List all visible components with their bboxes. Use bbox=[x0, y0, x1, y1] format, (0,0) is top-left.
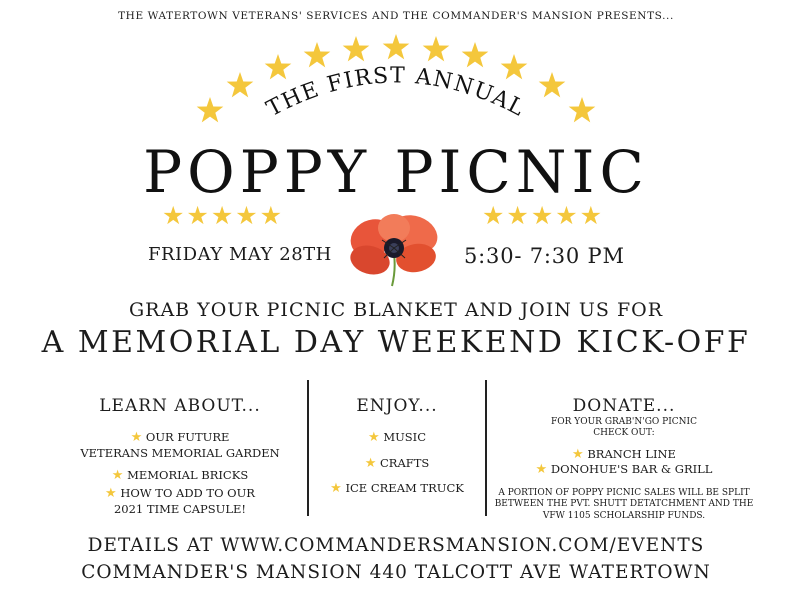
donate-intro-line: FOR YOUR GRAB'N'GO PICNIC bbox=[551, 417, 697, 427]
learn-item-bricks bbox=[60, 468, 300, 484]
headline: A MEMORIAL DAY WEEKEND KICK-OFF bbox=[41, 325, 751, 360]
learn-item-label: HOW TO ADD TO OUR bbox=[120, 486, 255, 500]
star-icon: ★ bbox=[535, 462, 548, 477]
star-icon: ★★★★★ bbox=[162, 201, 285, 230]
learn-item-garden bbox=[60, 430, 300, 461]
enjoy-item bbox=[312, 430, 482, 446]
donate-intro-line: CHECK OUT: bbox=[593, 428, 655, 439]
donate-note-line: A PORTION OF POPPY PICNIC SALES WILL BE SPLIT bbox=[498, 488, 750, 498]
star-icon: ★ bbox=[572, 447, 584, 462]
enjoy-item-label: CRAFTS bbox=[380, 456, 430, 470]
enjoy-item-label: ICE CREAM TRUCK bbox=[345, 481, 464, 495]
tagline: GRAB YOUR PICNIC BLANKET AND JOIN US FOR bbox=[128, 299, 664, 321]
donate-intro bbox=[490, 417, 758, 440]
star-arc bbox=[196, 34, 596, 139]
enjoy-item bbox=[312, 456, 482, 472]
donate-note-line: BETWEEN THE PVT. SHUTT DETATCHMENT AND THE bbox=[494, 499, 754, 510]
details-line: DETAILS AT WWW.COMMANDERSMANSION.COM/EVENTS bbox=[87, 535, 705, 556]
event-time: 5:30- 7:30 PM bbox=[464, 244, 625, 268]
poppy-flower-icon bbox=[342, 208, 446, 288]
donate-item bbox=[490, 462, 758, 478]
donate-heading: DONATE... bbox=[572, 396, 676, 416]
star-icon: ★ bbox=[364, 456, 377, 471]
learn-heading: LEARN ABOUT... bbox=[99, 396, 261, 416]
column-divider bbox=[485, 380, 487, 516]
donate-note bbox=[490, 488, 758, 522]
address-line: COMMANDER'S MANSION 440 TALCOTT AVE WATERTOWN bbox=[81, 562, 711, 583]
learn-item-capsule bbox=[60, 486, 300, 517]
presents-line: THE WATERTOWN VETERANS' SERVICES AND THE COMMANDER'S MANSION PRESENTS... bbox=[118, 10, 674, 22]
learn-item-label: 2021 TIME CAPSULE! bbox=[113, 502, 247, 517]
donate-item-label: BRANCH LINE bbox=[587, 447, 676, 461]
star-icon: ★ bbox=[105, 486, 117, 501]
enjoy-item-label: MUSIC bbox=[383, 430, 426, 444]
column-divider bbox=[307, 380, 309, 516]
donate-note-line: VFW 1105 SCHOLARSHIP FUNDS. bbox=[542, 510, 706, 521]
donate-item-label: DONOHUE'S BAR & GRILL bbox=[550, 462, 713, 476]
learn-item-label: VETERANS MEMORIAL GARDEN bbox=[80, 446, 280, 461]
enjoy-heading: ENJOY... bbox=[356, 396, 438, 416]
learn-item-label: MEMORIAL BRICKS bbox=[127, 468, 249, 482]
star-icon: ★ bbox=[330, 481, 342, 496]
left-star-row bbox=[162, 203, 284, 228]
right-star-row bbox=[482, 203, 604, 228]
donate-item bbox=[490, 447, 758, 463]
star-icon: ★ bbox=[130, 430, 143, 445]
star-icon: ★ bbox=[368, 430, 380, 445]
star-icon: ★★★★★ bbox=[482, 201, 605, 230]
star-icon: ★ bbox=[111, 468, 124, 483]
enjoy-item bbox=[312, 481, 482, 497]
event-title: POPPY PICNIC bbox=[143, 138, 649, 206]
learn-item-label: OUR FUTURE bbox=[145, 430, 230, 444]
event-date: FRIDAY MAY 28TH bbox=[148, 244, 332, 265]
subtitle-arc: THE FIRST ANNUAL bbox=[262, 63, 530, 123]
